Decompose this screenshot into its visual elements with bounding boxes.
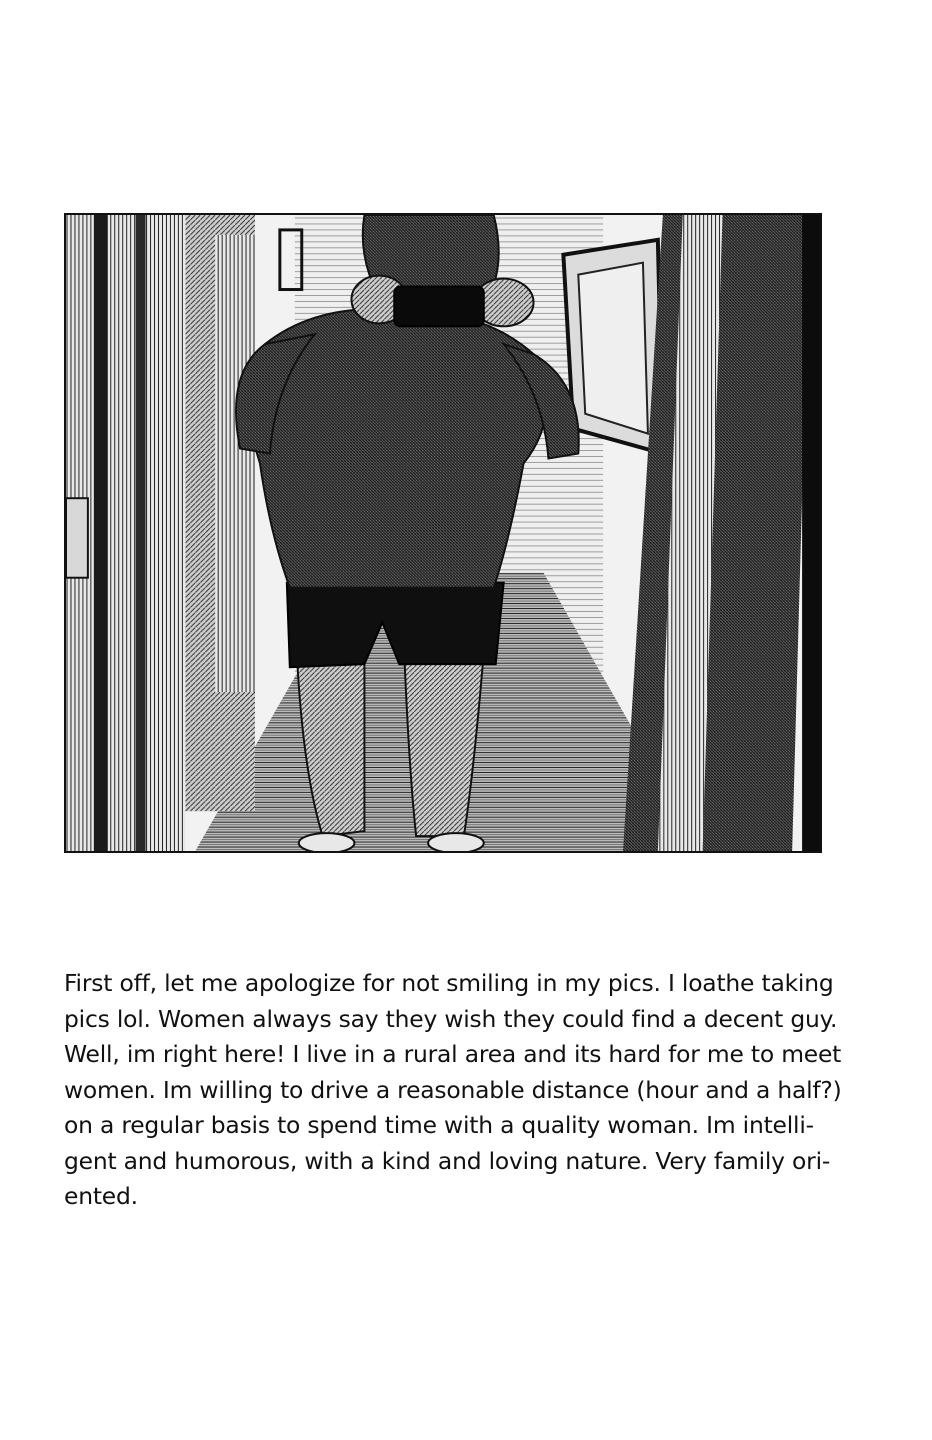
profile-caption [64,966,842,1215]
caption-line: women. Im willing to drive a reasonable distance (hour and a half?) [64,1075,842,1104]
caption-line: First off, let me apologize for not smiling in my pics. I loathe taking [64,969,834,997]
caption-line: gent and humorous, with a kind and loving nature. Very family ori- [64,1146,831,1175]
hallway-illustration [66,215,820,851]
caption-line: pics lol. Women always say they wish they could find a decent guy. [64,1004,838,1033]
caption-line: Well, im right here! I live in a rural area and its hard for me to meet [64,1040,842,1068]
caption-line: ented. [64,1182,138,1210]
illustration-panel [64,213,822,853]
caption-line: on a regular basis to spend time with a quality woman. Im intelli- [64,1111,814,1139]
